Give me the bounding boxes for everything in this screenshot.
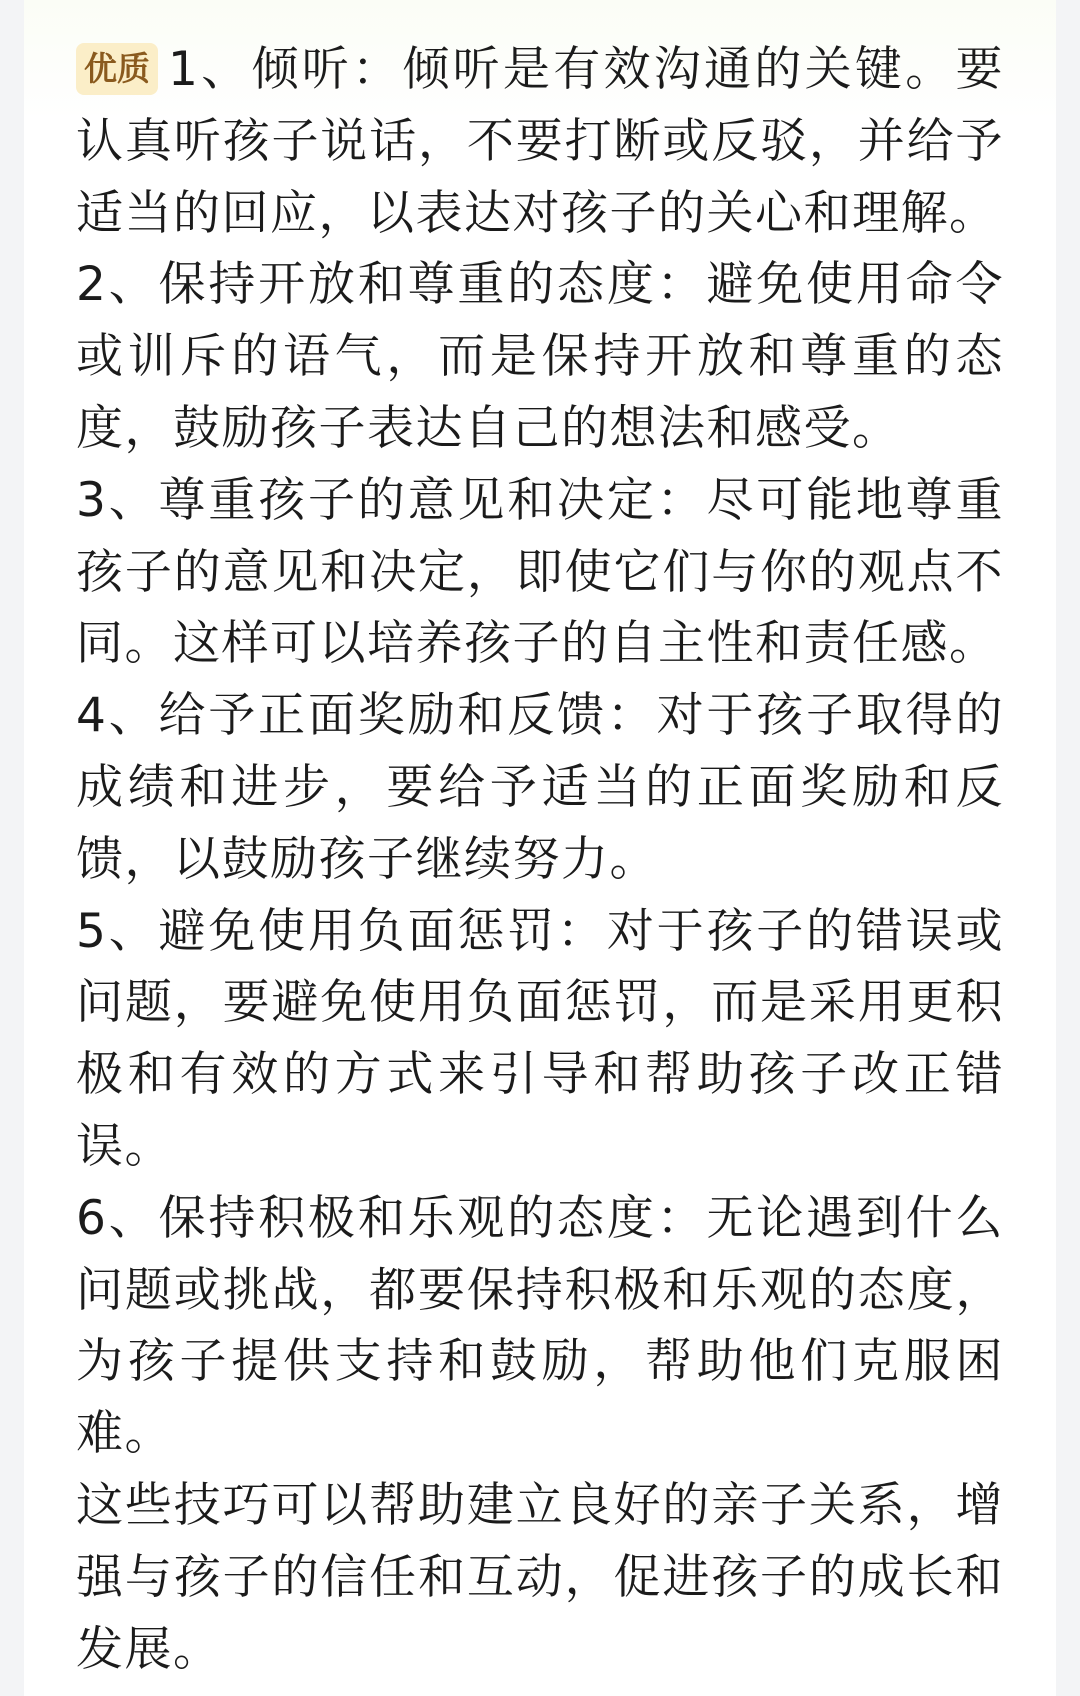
answer-content	[76, 34, 1004, 1685]
paragraph-5: 5、避免使用负面惩罚：对于孩子的错误或问题，要避免使用负面惩罚，而是采用更积极和有效的方式来引导和帮助孩子改正错误。	[76, 903, 1004, 1174]
paragraph-3: 3、尊重孩子的意见和决定：尽可能地尊重孩子的意见和决定，即使它们与你的观点不同。这样可以培养孩子的自主性和责任感。	[76, 472, 1004, 672]
paragraph-summary: 这些技巧可以帮助建立良好的亲子关系，增强与孩子的信任和互动，促进孩子的成长和发展。	[76, 1477, 1004, 1677]
paragraph-4: 4、给予正面奖励和反馈：对于孩子取得的成绩和进步，要给予适当的正面奖励和反馈，以鼓励孩子继续努力。	[76, 688, 1004, 887]
quality-badge: 优质	[76, 43, 158, 95]
paragraph-text: 1、倾听：倾听是有效沟通的关键。要认真听孩子说话，不要打断或反驳，并给予适当的回应，以表达对孩子的关心和理解。	[76, 42, 1004, 241]
paragraph-2: 2、保持开放和尊重的态度：避免使用命令或训斥的语气，而是保持开放和尊重的态度，鼓励孩子表达自己的想法和感受。	[76, 257, 1004, 456]
answer-card	[24, 0, 1056, 1696]
paragraph-6: 6、保持积极和乐观的态度：无论遇到什么问题或挑战，都要保持积极和乐观的态度，为孩子提供支持和鼓励，帮助他们克服困难。	[76, 1190, 1004, 1462]
paragraph-1	[76, 34, 1004, 249]
